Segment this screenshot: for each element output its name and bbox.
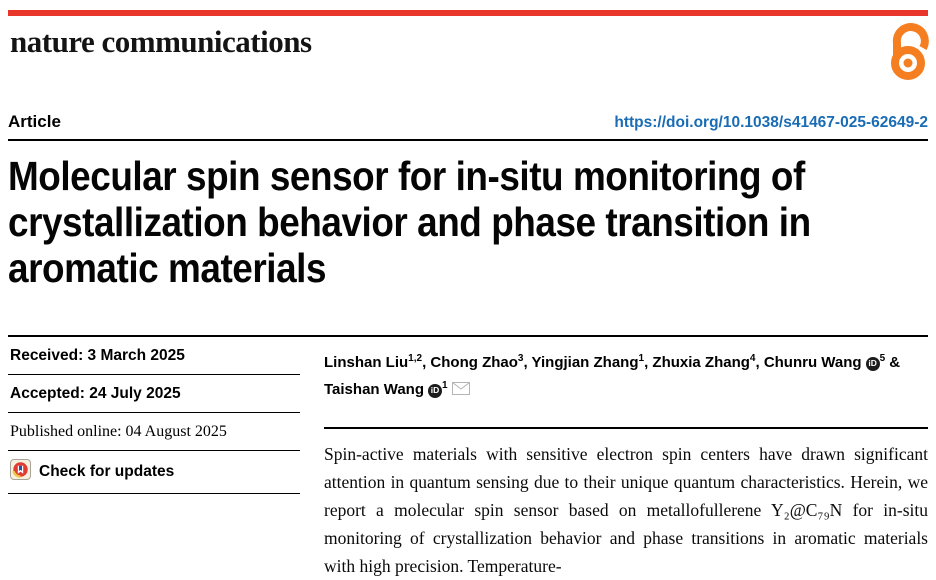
open-access-icon <box>889 22 929 87</box>
author: Chunru Wang iD $^5$ & <box>763 353 901 371</box>
published-online-date: Published online: 04 August 2025 <box>8 413 300 451</box>
masthead <box>8 16 928 88</box>
article-first-page <box>0 10 936 580</box>
abstract-divider <box>324 427 928 429</box>
article-type-label: Article <box>8 112 61 131</box>
affiliation-superscript: 1 <box>442 380 448 391</box>
affiliation-superscript: 1 <box>638 353 645 364</box>
content-columns <box>8 335 928 580</box>
affiliation-superscript: 3 <box>517 353 524 364</box>
affiliation-superscript: 4 <box>749 353 756 364</box>
article-body-column <box>324 337 928 580</box>
dates-column <box>8 337 300 580</box>
author: Chong Zhao$^3$, <box>430 353 532 371</box>
orcid-icon[interactable]: iD <box>428 384 442 398</box>
check-for-updates-label: Check for updates <box>39 463 175 480</box>
crossmark-icon <box>10 459 31 485</box>
abstract-text: Spin-active materials with sensitive electron spin centers have drawn significant attention in quantum sensing due to their unique quantum characteristics. Herein, we report a molecular spin sensor based on metallofullerene Y₂@C₇₉N for in-situ monitoring of crystallization behavior and phase transitions in aromatic materials with high precision. Temperature- <box>324 444 928 576</box>
email-envelope-icon[interactable] <box>452 382 470 399</box>
article-title: Molecular spin sensor for in-situ monitoring of crystallization behavior and phase transition in aromatic materials <box>8 153 811 291</box>
author-corresponding: Taishan Wang iD $^1$ <box>324 381 470 398</box>
author: Linshan Liu$^{1,2}$, <box>324 353 431 371</box>
author: Zhuxia Zhang$^4$, <box>652 353 764 371</box>
accepted-date: Accepted: 24 July 2025 <box>8 375 300 413</box>
author-list <box>324 347 928 402</box>
journal-wordmark: nature communications <box>10 24 312 59</box>
doi-link[interactable]: https://doi.org/10.1038/s41467-025-62649-2 <box>614 114 928 131</box>
orcid-icon[interactable]: iD <box>866 357 880 371</box>
article-type-row <box>8 112 928 141</box>
received-date: Received: 3 March 2025 <box>8 337 300 375</box>
affiliation-superscript: 1,2 <box>408 353 423 364</box>
author: Yingjian Zhang$^1$, <box>531 353 653 371</box>
check-for-updates-button[interactable] <box>8 451 300 494</box>
affiliation-superscript: 5 <box>879 353 886 364</box>
